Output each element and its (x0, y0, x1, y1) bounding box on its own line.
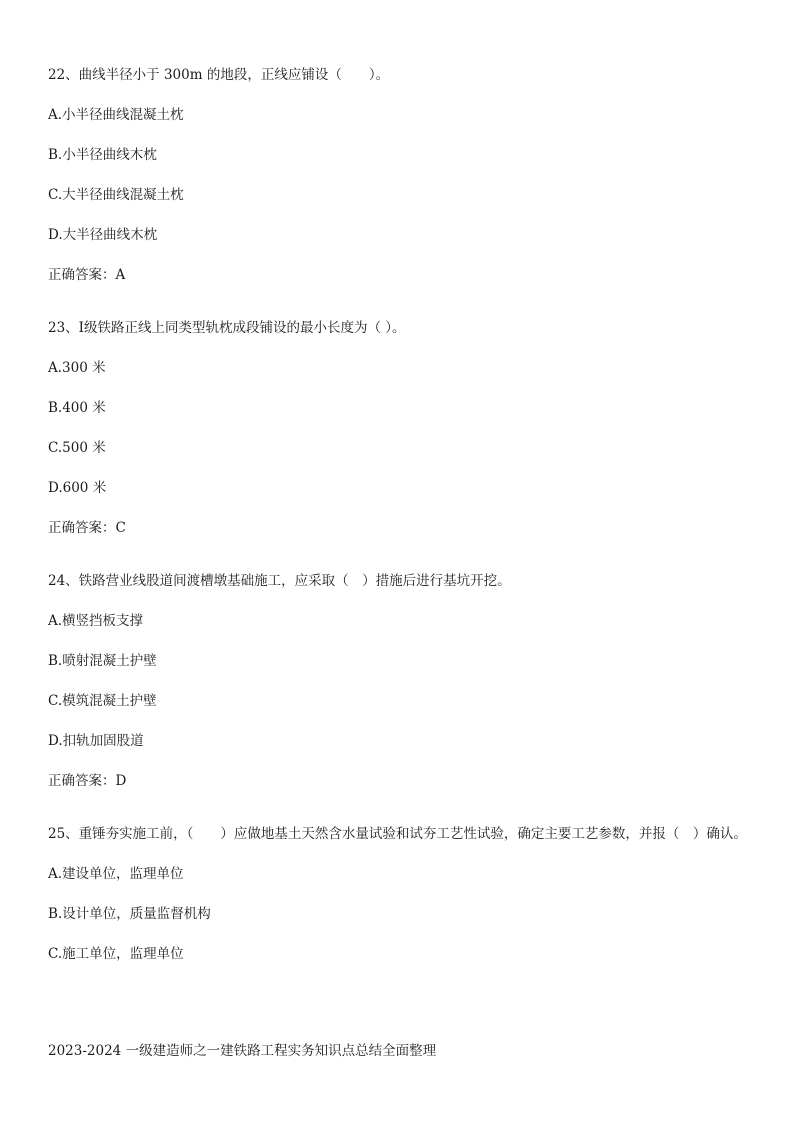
option-d: D.扣轨加固股道 (48, 733, 144, 749)
option-c: C.500 米 (48, 440, 106, 456)
option-a: A.横竖挡板支撑 (48, 613, 144, 629)
correct-answer: 正确答案：A (48, 267, 126, 283)
question-text: 25、重锤夯实施工前，（ ）应做地基土天然含水量试验和试夯工艺性试验，确定主要工艺参数，并报（ ）确认。 (48, 826, 747, 842)
option-c: C.施工单位，监理单位 (48, 946, 184, 962)
correct-answer: 正确答案：D (48, 773, 127, 789)
option-b: B.400 米 (48, 400, 106, 416)
option-b: B.小半径曲线木枕 (48, 147, 157, 163)
question-23 (48, 317, 748, 539)
question-24 (48, 570, 748, 792)
option-b: B.设计单位，质量监督机构 (48, 906, 211, 922)
option-a: A.小半径曲线混凝土枕 (48, 107, 184, 123)
option-b: B.喷射混凝土护壁 (48, 653, 157, 669)
correct-answer: 正确答案：C (48, 520, 126, 536)
question-text: 22、曲线半径小于 300m 的地段，正线应铺设（ ）。 (48, 67, 390, 83)
question-text: 23、Ⅰ级铁路正线上同类型轨枕成段铺设的最小长度为（ ）。 (48, 320, 406, 336)
question-text: 24、铁路营业线股道间渡槽墩基础施工，应采取（ ）措施后进行基坑开挖。 (48, 573, 511, 589)
question-22 (48, 64, 748, 286)
page-footer: 2023-2024 一级建造师之一建铁路工程实务知识点总结全面整理 (48, 1043, 437, 1059)
option-c: C.模筑混凝土护壁 (48, 693, 157, 709)
question-list (48, 64, 748, 983)
option-a: A.建设单位，监理单位 (48, 866, 184, 882)
option-d: D.大半径曲线木枕 (48, 227, 158, 243)
option-d: D.600 米 (48, 480, 107, 496)
question-25 (48, 814, 748, 965)
option-a: A.300 米 (48, 360, 106, 376)
option-c: C.大半径曲线混凝土枕 (48, 187, 184, 203)
